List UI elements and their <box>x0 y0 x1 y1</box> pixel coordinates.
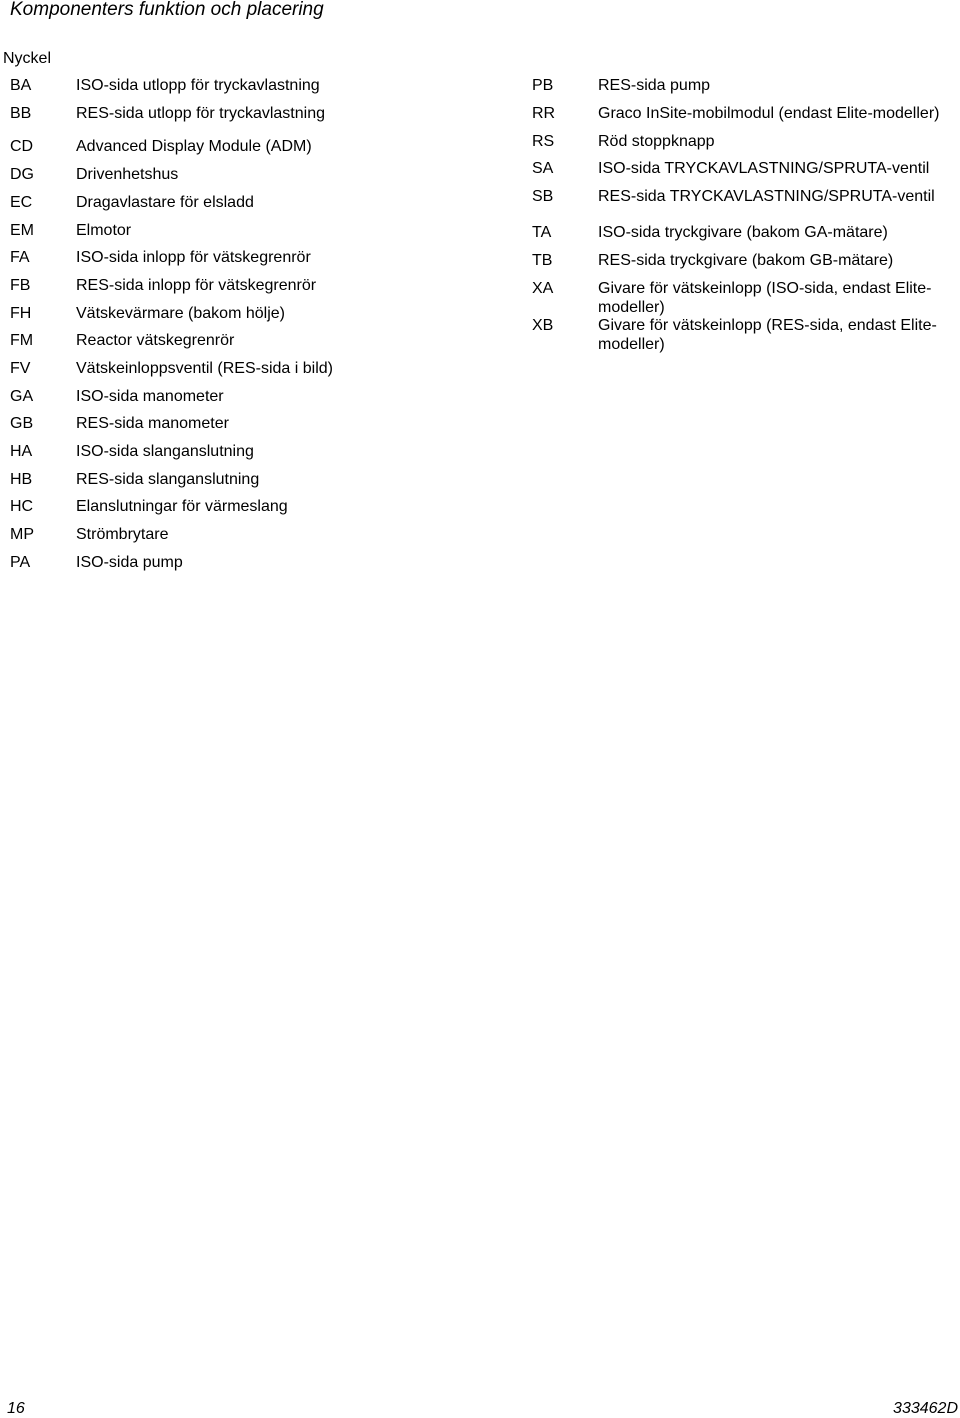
key-code: FH <box>10 305 32 322</box>
key-code: GA <box>10 388 34 405</box>
key-code: FB <box>10 277 31 294</box>
page-number: 16 <box>7 1400 25 1417</box>
key-code: HC <box>10 498 34 515</box>
key-code: RS <box>532 133 555 150</box>
key-description: RES-sida inlopp för vätskegrenrör <box>76 277 317 294</box>
key-description: ISO-sida TRYCKAVLASTNING/SPRUTA-ventil <box>598 160 930 177</box>
section-title: Komponenters funktion och placering <box>10 0 324 20</box>
key-description: ISO-sida tryckgivare (bakom GA-mätare) <box>598 224 888 241</box>
key-code: TB <box>532 252 553 269</box>
key-code: FM <box>10 332 34 349</box>
key-code: SA <box>532 160 554 177</box>
key-description: Elmotor <box>76 222 132 239</box>
key-description: ISO-sida pump <box>76 554 183 571</box>
key-code: EM <box>10 222 34 239</box>
key-description: RES-sida utlopp för tryckavlastning <box>76 105 325 122</box>
key-code: MP <box>10 526 34 543</box>
key-description: Drivenhetshus <box>76 166 179 183</box>
key-heading: Nyckel <box>3 50 52 67</box>
key-code: XB <box>532 317 554 334</box>
key-description: ISO-sida utlopp för tryckavlastning <box>76 77 320 94</box>
key-code: BB <box>10 105 32 122</box>
key-code: XA <box>532 280 554 297</box>
key-description: Reactor vätskegrenrör <box>76 332 235 349</box>
key-description: Graco InSite-mobilmodul (endast Elite-modeller) <box>598 105 940 122</box>
key-description: Advanced Display Module (ADM) <box>76 138 312 155</box>
key-code: PA <box>10 554 31 571</box>
key-description: Dragavlastare för elsladd <box>76 194 254 211</box>
key-description: ISO-sida manometer <box>76 388 224 405</box>
key-description: Givare för vätskeinlopp (ISO-sida, endast Elite-modeller) <box>598 280 932 316</box>
key-description: RES-sida manometer <box>76 415 229 432</box>
key-code: FV <box>10 360 31 377</box>
key-code: RR <box>532 105 556 122</box>
key-code: BA <box>10 77 32 94</box>
key-description: Elanslutningar för värmeslang <box>76 498 288 515</box>
key-code: DG <box>10 166 34 183</box>
key-code: EC <box>10 194 33 211</box>
key-description: Vätskevärmare (bakom hölje) <box>76 305 285 322</box>
key-code: CD <box>10 138 34 155</box>
key-description: RES-sida slanganslutning <box>76 471 260 488</box>
key-description: ISO-sida slanganslutning <box>76 443 254 460</box>
key-code: FA <box>10 249 30 266</box>
key-description: Givare för vätskeinlopp (RES-sida, endast Elite-modeller) <box>598 317 937 353</box>
key-code: HB <box>10 471 33 488</box>
key-code: GB <box>10 415 34 432</box>
key-code: HA <box>10 443 33 460</box>
key-description: Röd stoppknapp <box>598 133 715 150</box>
key-description: RES-sida pump <box>598 77 711 94</box>
key-description: Strömbrytare <box>76 526 169 543</box>
key-description: RES-sida tryckgivare (bakom GB-mätare) <box>598 252 894 269</box>
key-code: SB <box>532 188 554 205</box>
key-description: ISO-sida inlopp för vätskegrenrör <box>76 249 311 266</box>
document-number: 333462D <box>893 1400 958 1417</box>
key-code: TA <box>532 224 552 241</box>
key-description: Vätskeinloppsventil (RES-sida i bild) <box>76 360 333 377</box>
key-code: PB <box>532 77 554 94</box>
key-description: RES-sida TRYCKAVLASTNING/SPRUTA-ventil <box>598 188 935 205</box>
